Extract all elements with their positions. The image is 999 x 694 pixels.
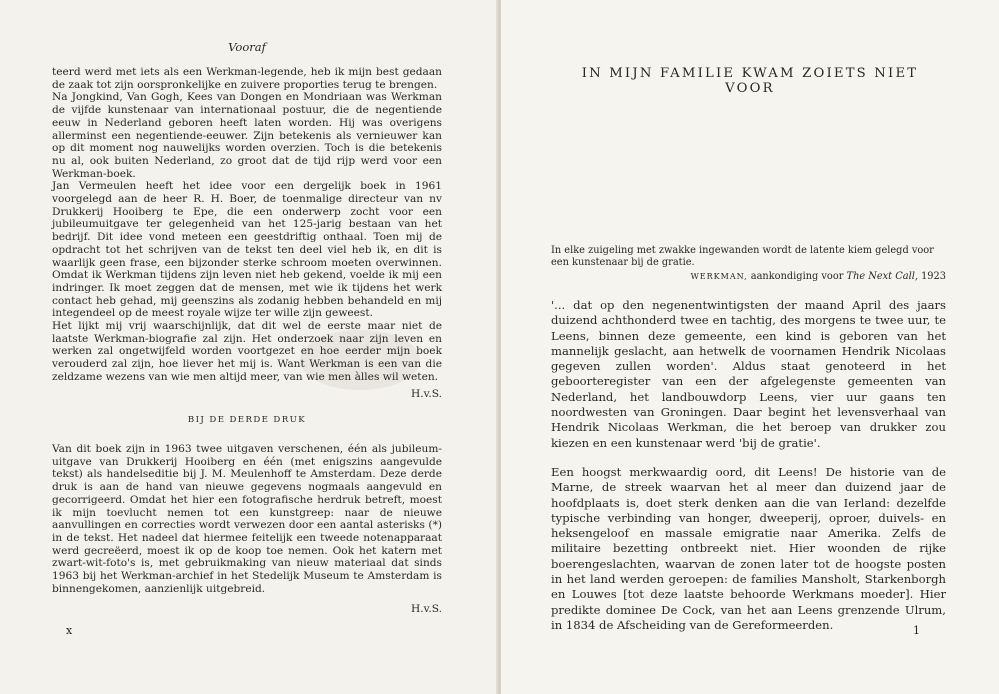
epigraph-attr-text: aankondiging voor <box>747 270 847 282</box>
paragraph: teerd werd met iets als een Werkman-legende, heb ik mijn best gedaan de zaak tot zijn oorspronkelijke en zuivere proporties terug te brengen. <box>52 66 442 91</box>
paragraph: '... dat op den negenentwintigsten der maand April des jaars duizend achthonderd twee en tachtig, des morgens te twee uur, te Leens, binnen deze gemeente, een kind is geboren van het mannelijk geslacht, aan hetwelk de voornamen Hendrik Nicolaas gegeven zullen worden'. Aldus staat genoteerd in het geboorteregister van een der afgelegenste gemeenten van Nederland, het landbouwdorp Leens, vier uur gaans ten noordwesten van Groningen. Daar begint het levensverhaal van Hendrik Nicolaas Werkman, die het beroep van drukker zou kiezen en een kunstenaar werd 'bij de gratie'. <box>551 298 946 450</box>
left-page-text <box>52 66 442 616</box>
page-number: 1 <box>913 624 920 637</box>
signature: H.v.S. <box>411 603 442 616</box>
paragraph: Van dit boek zijn in 1963 twee uitgaven verschenen, één als jubileum-uitgave van Drukkerij Hooiberg en één (met enigszins aangevulde tekst) als handelseditie bij J. M. Meulenhoff te Amsterdam. Deze derde druk is aan de hand van nieuwe gegevens nogmaals aangevuld en gecorrigeerd. Omdat het hier een fotografische herdruk betreft, moest ik mijn toevlucht nemen tot een kunstgreep: naar de nieuwe aanvullingen en correcties wordt verwezen door een aantal asterisks (*) in de tekst. Het nadeel dat hiermee feitelijk een tweede notenapparaat werd gecreëerd, moest ik op de koop toe nemen. Ook het katern met zwart-wit-foto's is, met gebruikmaking van nieuw materiaal dat sinds 1963 bij het Werkman-archief in het Stedelijk Museum te Amsterdam is binnengekomen, aanzienlijk uitgebreid. <box>52 442 442 595</box>
signature: H.v.S. <box>411 387 442 400</box>
left-page <box>0 0 498 694</box>
epigraph-text: In elke zuigeling met zwakke ingewanden wordt de latente kiem gelegd voor een kunstenaar bij de gratie. <box>551 245 934 269</box>
paragraph: Jan Vermeulen heeft het idee voor een dergelijk boek in 1961 voorgelegd aan de heer R. H. Boer, de toenmalige directeur van nv Drukkerij Hooiberg te Epe, die een onderwerp zocht voor een jubileumuitgave ter gelegenheid van het 125-jarig bestaan van het bedrijf. Dit idee vond meteen een geestdriftig onthaal. Toen mij de opdracht tot het schrijven van de tekst ten deel viel heb ik, en dit is waarlijk geen frase, een bijzonder sterke schroom moeten overwinnen. Omdat ik Werkman tijdens zijn leven niet heb gekend, voelde ik mij een indringer. Ik moet zeggen dat de mensen, met wie ik tijdens het werk contact heb gehad, mij geenszins als zodanig hebben behandeld en mij integendeel op de meest royale wijze ter wille zijn geweest. <box>52 180 442 320</box>
paragraph: Het lijkt mij vrij waarschijnlijk, dat dit wel de eerste maar niet de laatste Werkman-biografie zal zijn. Het onderzoek naar zijn leven en werken zal ongetwijfeld worden voortgezet en hoe eerder mijn boek verouderd zal zijn, hoe liever het mij is. Want Werkman is een van die zeldzame wezens van wie men altijd meer, van wie men àlles wil weten. <box>52 320 442 383</box>
paragraph: Een hoogst merkwaardig oord, dit Leens! De historie van de Marne, de streek waarvan het al meer dan duizend jaar de hoofdplaats is, doet sterk denken aan die van Ierland: dezelfde typische verbinding van honger, dweeperij, oproer, duivels- en heksengeloof en massale emigratie naar Amerika. Zelfs de militaire bezetting ontbreekt niet. Hier woonden de rijke boerengeslachten, waarvan de zonen later tot de hoogste posten in het land werden geroepen: de families Mansholt, Starkenborgh en Louwes [tot deze laatste behoorde Werkmans moeder]. Hier predikte dominee De Cock, van het aan Leens grenzende Ulrum, in 1834 de Afscheiding van de Gereformeerden. <box>551 464 946 632</box>
right-page-text <box>551 298 946 633</box>
page-number: x <box>66 624 73 637</box>
epigraph-work-title: The Next Call, <box>846 270 918 282</box>
epigraph <box>551 245 946 283</box>
paragraph: Na Jongkind, Van Gogh, Kees van Dongen en Mondriaan was Werkman de vijfde kunstenaar van internationaal postuur, die de negentiende eeuw in Nederland geboren heeft laten worden. Hij was overigens allerminst een negentiende-eeuwer. Zijn betekenis als vernieuwer kan op dit moment nog nauwelijks worden overzien. Toch is die betekenis nu al, ook buiten Nederland, zo groot dat de tijd rijp werd voor een Werkman-boek. <box>52 91 442 180</box>
chapter-title: IN MIJN FAMILIE KWAM ZOIETS NIET VOOR <box>581 66 919 96</box>
epigraph-year: 1923 <box>917 270 946 282</box>
epigraph-author: WERKMAN, <box>690 271 748 281</box>
epigraph-attribution <box>551 271 946 283</box>
section-subheading: BIJ DE DERDE DRUK <box>187 415 307 426</box>
right-page <box>501 0 999 694</box>
running-head: Vooraf <box>228 40 266 54</box>
